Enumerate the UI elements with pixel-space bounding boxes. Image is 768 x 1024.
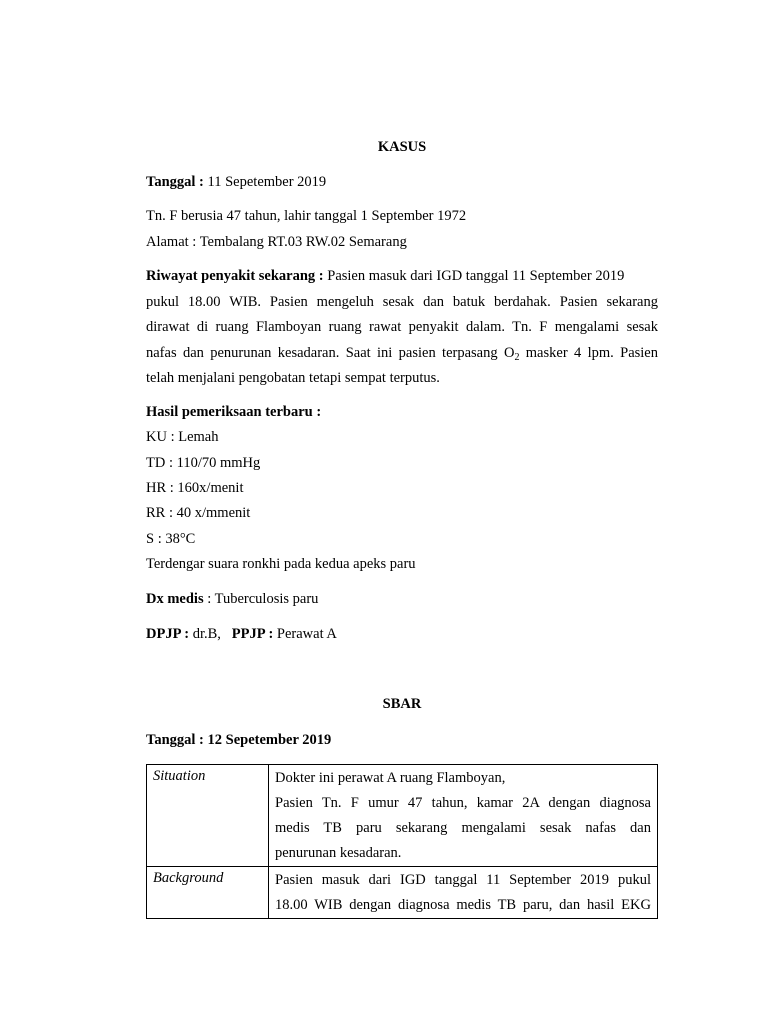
hasil-item-suhu: S : 38°C [146, 531, 196, 547]
table-row [147, 765, 658, 867]
background-line: Pasien masuk dari IGD tanggal 11 September 2019 pukul [275, 872, 651, 888]
hasil-label: Hasil pemeriksaan terbaru : [146, 404, 322, 420]
tanggal-value: 11 Sepetember 2019 [203, 174, 327, 190]
situation-line: Dokter ini perawat A ruang Flamboyan, [275, 770, 506, 786]
sbar-content-cell [269, 765, 658, 867]
sbar-content-cell [269, 867, 658, 919]
hasil-item-td: TD : 110/70 mmHg [146, 455, 261, 471]
riwayat-line-1: Riwayat penyakit sekarang : Pasien masuk dari IGD tanggal 11 September 2019 [146, 268, 625, 284]
sbar-label-cell [147, 765, 269, 867]
riwayat-line-4: nafas dan penurunan kesadaran. Saat ini pasien terpasang $O_2$ masker 4 lpm. Pasien [146, 345, 658, 363]
sbar-label-situation: Situation [153, 768, 206, 784]
riwayat-line-5: telah menjalani pengobatan tetapi sempat terputus. [146, 370, 440, 386]
sbar-title: SBAR [382, 696, 422, 712]
kasus-tanggal [146, 173, 326, 191]
dpjp-value: dr.B, [189, 626, 232, 642]
patient-identity: Tn. F berusia 47 tahun, lahir tanggal 1 September 1972 [146, 208, 467, 224]
dx-medis [146, 590, 318, 608]
sbar-table [146, 764, 658, 919]
situation-line: Pasien Tn. F umur 47 tahun, kamar 2A dengan diagnosa [275, 795, 651, 811]
riwayat-line-3: dirawat di ruang Flamboyan ruang rawat penyakit dalam. Tn. F mengalami sesak [146, 319, 658, 335]
tanggal-label: Tanggal : [146, 174, 204, 190]
sbar-label-background: Background [153, 870, 224, 886]
kasus-title: KASUS [377, 139, 427, 155]
riwayat-label: Riwayat penyakit sekarang : [146, 268, 324, 284]
background-line: 18.00 WIB dengan diagnosa medis TB paru, dan hasil EKG [275, 897, 651, 913]
situation-line: penurunan kesadaran. [275, 845, 402, 861]
sbar-label-cell [147, 867, 269, 919]
ppjp-label: PPJP : [231, 626, 274, 642]
situation-line: medis TB paru sekarang mengalami sesak nafas dan [275, 820, 651, 836]
patient-address: Alamat : Tembalang RT.03 RW.02 Semarang [146, 234, 407, 250]
dpjp-ppjp [146, 625, 337, 643]
ppjp-value: Perawat A [273, 626, 337, 642]
dpjp-label: DPJP : [146, 626, 190, 642]
dx-value: : Tuberculosis paru [203, 591, 319, 607]
sbar-tanggal: Tanggal : 12 Sepetember 2019 [146, 732, 332, 748]
dx-label: Dx medis [146, 591, 204, 607]
hasil-item-ku: KU : Lemah [146, 429, 219, 445]
hasil-item-ronkhi: Terdengar suara ronkhi pada kedua apeks paru [146, 556, 416, 572]
hasil-item-hr: HR : 160x/menit [146, 480, 244, 496]
table-row [147, 867, 658, 919]
hasil-item-rr: RR : 40 x/mmenit [146, 505, 251, 521]
riwayat-line-2: pukul 18.00 WIB. Pasien mengeluh sesak dan batuk berdahak. Pasien sekarang [146, 294, 658, 310]
